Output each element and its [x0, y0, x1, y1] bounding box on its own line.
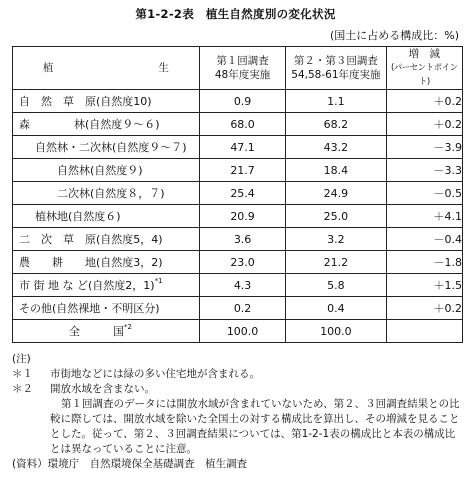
- table-row: [13, 251, 463, 274]
- header-survey1: [199, 47, 285, 90]
- cell-survey1: 47.1: [199, 136, 285, 159]
- cell-change: ＋0.2: [386, 113, 462, 136]
- note-1-text: 市街地などには緑の多い住宅地が含まれる。: [50, 368, 260, 380]
- header-survey1-line1: 第１回調査: [216, 55, 269, 67]
- cell-survey23: 43.2: [286, 136, 386, 159]
- row-name: 市 街 地 な ど(自然度2，1): [19, 279, 155, 292]
- table-row: [13, 228, 463, 251]
- cell-survey1: 23.0: [199, 251, 285, 274]
- cell-survey23: 68.2: [286, 113, 386, 136]
- note-2-mark: ＊２: [12, 383, 33, 395]
- row-name: 全 国: [69, 325, 124, 338]
- row-name: 農 耕 地(自然度3，2): [13, 251, 200, 274]
- header-survey1-line2: 48年度実施: [214, 69, 271, 81]
- cell-survey23: 0.4: [286, 297, 386, 320]
- cell-survey1: 68.0: [199, 113, 285, 136]
- row-name: 自然林・二次林(自然度９～７): [13, 136, 200, 159]
- row-name: 二 次 草 原(自然度5，4): [13, 228, 200, 251]
- row-name: 森 林(自然度９～６): [13, 113, 200, 136]
- note-1-mark: ＊１: [12, 368, 33, 380]
- table-header-row: [13, 47, 463, 90]
- row-name-cell: [13, 274, 200, 297]
- table-row: [13, 113, 463, 136]
- row-name: 植林地(自然度６): [13, 205, 200, 228]
- header-change: [386, 47, 462, 90]
- header-change-line1: 増 減: [408, 48, 441, 60]
- cell-survey1: 25.4: [199, 182, 285, 205]
- cell-survey1: 3.6: [199, 228, 285, 251]
- header-change-line2: (パーセントポイント): [390, 63, 458, 87]
- row-name: 自 然 草 原(自然度10): [13, 90, 200, 113]
- table-row: [13, 90, 463, 113]
- unit-note: (国土に占める構成比：%): [329, 29, 459, 42]
- notes-header: (注): [12, 353, 31, 365]
- cell-survey1: 100.0: [199, 320, 285, 343]
- table-row: [13, 274, 463, 297]
- cell-change: ＋1.5: [386, 274, 462, 297]
- note-2: [12, 382, 464, 397]
- table-row: [13, 320, 463, 343]
- cell-survey23: 100.0: [286, 320, 386, 343]
- row-name: 自然林(自然度９): [13, 159, 200, 182]
- source-note: (資料）環境庁 自然環境保全基礎調査 植生調査: [12, 458, 248, 470]
- cell-survey1: 4.3: [199, 274, 285, 297]
- cell-survey23: 25.0: [286, 205, 386, 228]
- cell-change: －1.8: [386, 251, 462, 274]
- cell-survey1: 20.9: [199, 205, 285, 228]
- row-name: その他(自然裸地・不明区分): [13, 297, 200, 320]
- table-row: [13, 136, 463, 159]
- cell-change: ＋4.1: [386, 205, 462, 228]
- header-survey23: [286, 47, 386, 90]
- cell-survey23: 24.9: [286, 182, 386, 205]
- table-row: [13, 182, 463, 205]
- row-name-cell: [13, 320, 200, 343]
- table-row: [13, 297, 463, 320]
- cell-survey23: 1.1: [286, 90, 386, 113]
- table-row: [13, 159, 463, 182]
- header-survey23-line1: 第２・第３回調査: [293, 55, 378, 67]
- cell-survey1: 0.2: [199, 297, 285, 320]
- header-vegetation: 植 生: [13, 47, 200, 90]
- note-2-text: 開放水域を含まない。: [50, 383, 155, 395]
- cell-change: －3.3: [386, 159, 462, 182]
- cell-change: ＋0.2: [386, 90, 462, 113]
- table-row: [13, 205, 463, 228]
- cell-change: ＋0.2: [386, 297, 462, 320]
- cell-change: [386, 320, 462, 343]
- note-1: [12, 367, 464, 382]
- note-2-detail: 第１回調査のデータには開放水域が含まれていないため、第２、３回調査結果との比較に際しては、開放水域を除いた全国土の対する構成比を算出し、その増減を見ることとした。従って、第２、３回調査結果については、第1-2-1表の構成比と本表の構成比とは異なっていることに注意。: [50, 398, 460, 455]
- row-name: 二次林(自然度８，７): [13, 182, 200, 205]
- cell-survey1: 21.7: [199, 159, 285, 182]
- cell-change: －3.9: [386, 136, 462, 159]
- cell-survey23: 3.2: [286, 228, 386, 251]
- footnote-mark-2: *2: [124, 323, 132, 331]
- cell-survey23: 18.4: [286, 159, 386, 182]
- header-survey23-line2: 54,58-61年度実施: [291, 69, 381, 81]
- cell-survey23: 21.2: [286, 251, 386, 274]
- table-title: 第1-2-2表 植生自然度別の変化状況: [135, 7, 336, 21]
- footnote-mark-1: *1: [154, 277, 163, 285]
- cell-survey23: 5.8: [286, 274, 386, 297]
- cell-survey1: 0.9: [199, 90, 285, 113]
- cell-change: －0.5: [386, 182, 462, 205]
- vegetation-table: [12, 46, 463, 343]
- cell-change: －0.4: [386, 228, 462, 251]
- notes-section: [12, 352, 464, 472]
